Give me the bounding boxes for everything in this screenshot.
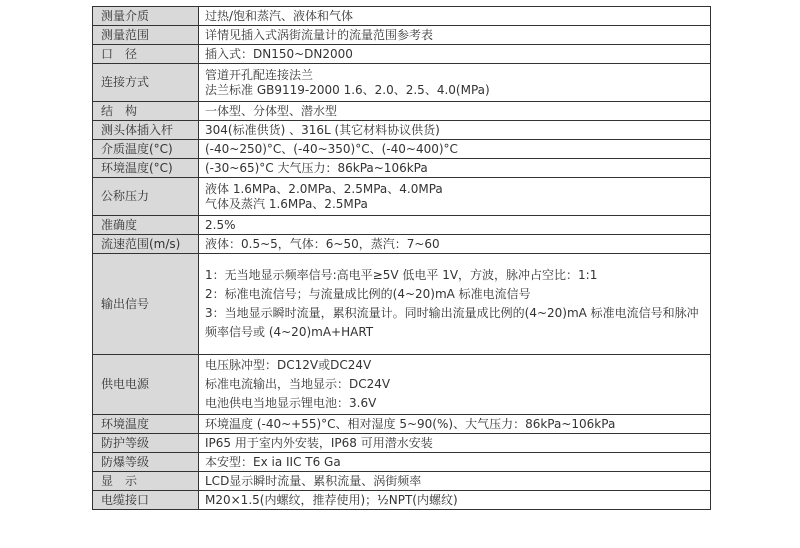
row-value bbox=[199, 159, 711, 178]
value-line: 插入式：DN150~DN2000 bbox=[205, 46, 353, 61]
value-line: LCD显示瞬时流量、累积流量、涡街频率 bbox=[205, 473, 422, 488]
table-row bbox=[93, 140, 711, 159]
row-label: 供电电源 bbox=[93, 355, 199, 415]
table-row bbox=[93, 26, 711, 45]
row-label: 口 径 bbox=[93, 45, 199, 64]
table-row bbox=[93, 491, 711, 510]
value-line: 气体及蒸汽 1.6MPa、2.5MPa bbox=[205, 196, 368, 211]
value-line: M20×1.5(内螺纹，推荐使用)；½NPT(内螺纹) bbox=[205, 492, 458, 507]
row-label: 测头体插入杆 bbox=[93, 121, 199, 140]
value-line: IP65 用于室内外安装，IP68 可用潜水安装 bbox=[205, 435, 433, 450]
table-row bbox=[93, 415, 711, 434]
row-value bbox=[199, 121, 711, 140]
table-row bbox=[93, 472, 711, 491]
row-value bbox=[199, 355, 711, 415]
table-row bbox=[93, 7, 711, 26]
row-label: 测量范围 bbox=[93, 26, 199, 45]
table-row bbox=[93, 434, 711, 453]
row-label: 流速范围(m/s) bbox=[93, 235, 199, 254]
row-value bbox=[199, 453, 711, 472]
value-line: 2.5% bbox=[205, 217, 236, 232]
row-value bbox=[199, 26, 711, 45]
row-label: 连接方式 bbox=[93, 64, 199, 102]
row-value bbox=[199, 434, 711, 453]
value-line: 法兰标准 GB9119-2000 1.6、2.0、2.5、4.0(MPa) bbox=[205, 82, 490, 97]
value-line: 一体型、分体型、潜水型 bbox=[205, 103, 338, 118]
value-line: 电压脉冲型：DC12V或DC24V bbox=[205, 358, 372, 372]
table-row bbox=[93, 159, 711, 178]
spec-table bbox=[92, 6, 711, 510]
row-label: 公称压力 bbox=[93, 178, 199, 216]
value-line: (-40~250)°C、(-40~350)°C、(-40~400)°C bbox=[205, 141, 458, 156]
table-row bbox=[93, 102, 711, 121]
row-value bbox=[199, 7, 711, 26]
row-label: 结 构 bbox=[93, 102, 199, 121]
value-line: 液体 1.6MPa、2.0MPa、2.5MPa、4.0MPa bbox=[205, 181, 443, 196]
row-label: 显 示 bbox=[93, 472, 199, 491]
table-row bbox=[93, 453, 711, 472]
table-row bbox=[93, 355, 711, 415]
table-row bbox=[93, 216, 711, 235]
value-line: 1：无当地显示频率信号:高电平≥5V 低电平 1V，方波，脉冲占空比：1:1 bbox=[205, 268, 598, 282]
table-row bbox=[93, 178, 711, 216]
table-row bbox=[93, 121, 711, 140]
value-line: 304(标准供货) 、316L (其它材料协议供货) bbox=[205, 122, 440, 137]
row-value bbox=[199, 491, 711, 510]
row-label: 准确度 bbox=[93, 216, 199, 235]
table-row bbox=[93, 64, 711, 102]
value-line: 管道开孔配连接法兰 bbox=[205, 67, 314, 82]
value-line: 过热/饱和蒸汽、液体和气体 bbox=[205, 8, 354, 23]
row-label: 环境温度(°C) bbox=[93, 159, 199, 178]
value-line: 本安型：Ex ia IIC T6 Ga bbox=[205, 454, 341, 469]
value-line: 详情见插入式涡街流量计的流量范围参考表 bbox=[205, 27, 434, 42]
value-line: 电池供电当地显示锂电池：3.6V bbox=[205, 396, 377, 410]
row-value bbox=[199, 235, 711, 254]
row-label: 防爆等级 bbox=[93, 453, 199, 472]
row-label: 测量介质 bbox=[93, 7, 199, 26]
row-value bbox=[199, 45, 711, 64]
row-value bbox=[199, 140, 711, 159]
value-line: 2：标准电流信号；与流量成比例的(4~20)mA 标准电流信号 bbox=[205, 287, 531, 301]
row-value bbox=[199, 178, 711, 216]
value-line: (-30~65)°C 大气压力：86kPa~106kPa bbox=[205, 160, 428, 175]
row-label: 介质温度(°C) bbox=[93, 140, 199, 159]
table-row bbox=[93, 45, 711, 64]
row-value bbox=[199, 216, 711, 235]
row-value bbox=[199, 102, 711, 121]
table-row bbox=[93, 254, 711, 355]
row-label: 输出信号 bbox=[93, 254, 199, 355]
row-value bbox=[199, 254, 711, 355]
row-label: 环境温度 bbox=[93, 415, 199, 434]
row-value bbox=[199, 64, 711, 102]
value-line: 液体：0.5~5，气体：6~50，蒸汽：7~60 bbox=[205, 236, 440, 251]
value-line: 环境温度 (-40~+55)°C、相对湿度 5~90(%)、大气压力：86kPa~106kPa bbox=[205, 416, 616, 431]
row-value bbox=[199, 415, 711, 434]
row-label: 防护等级 bbox=[93, 434, 199, 453]
row-value bbox=[199, 472, 711, 491]
row-label: 电缆接口 bbox=[93, 491, 199, 510]
value-line: 3：当地显示瞬时流量，累积流量计。同时输出流量成比例的(4~20)mA 标准电流信号和脉冲频率信号或 (4~20)mA+HART bbox=[205, 306, 699, 339]
table-row bbox=[93, 235, 711, 254]
value-line: 标准电流输出，当地显示：DC24V bbox=[205, 377, 391, 391]
